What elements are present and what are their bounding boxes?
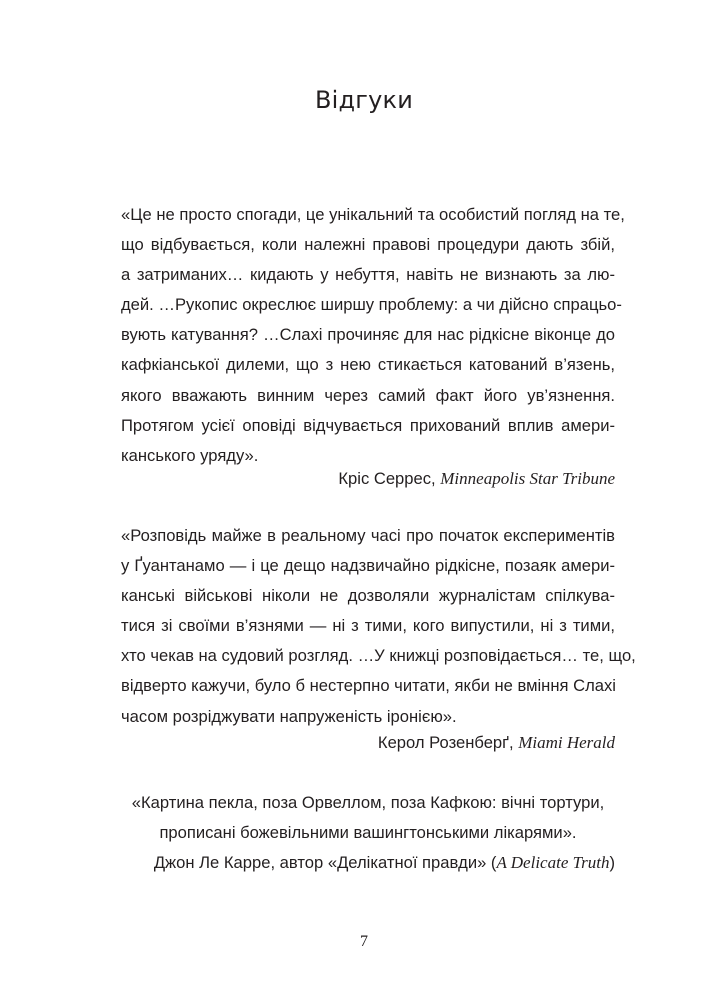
review-attribution-1 [121,467,615,491]
page-title: Відгуки [314,86,414,114]
quote-line: «Це не просто спогади, це унікальний та особистий погляд на те, [121,205,625,224]
review-author: Джон Ле Карре, автор «Делікатної правди» ( [153,853,497,872]
review-attribution-2 [121,731,615,755]
quote-line: відверто кажучи, було б нестерпно читати, якби не вміння Слахі [121,676,616,696]
quote-line: а затриманих… кидають у небуття, навіть не визнають за лю- [121,265,615,285]
review-publication: A Delicate Truth [496,853,610,872]
quote-line: вують катування? …Слахі прочиняє для нас рідкісне віконце до [121,325,615,345]
quote-line: що відбувається, коли належні правові процедури дають збій, [121,235,615,255]
review-publication: Minneapolis Star Tribune [440,469,615,488]
review-author: Керол Розенберґ, [377,733,519,752]
review-publication: Miami Herald [518,733,615,752]
review-attribution-3 [121,851,615,875]
quote-line: «Розповідь майже в реальному часі про початок експериментів [121,526,615,545]
quote-line: дей. …Рукопис окреслює ширшу проблему: а чи дійсно спрацьо- [121,295,622,315]
review-author-suffix: ) [609,853,615,872]
quote-line: «Картина пекла, поза Орвеллом, поза Кафкою: вічні тортури, [131,793,605,812]
quote-line: кафкіанської дилеми, що з нею стикається катований в’язень, [121,355,615,375]
page-number: 7 [360,933,368,950]
review-author: Кріс Серрес, [338,469,441,488]
quote-line: хто чекав на судовий розгляд. …У книжці розповідається… те, що, [121,646,636,666]
quote-line: канського уряду». [121,445,259,465]
quote-line: якого вважають винним через самий факт його ув’язнення. [121,385,615,405]
review-quote-3 [121,788,615,848]
quote-line: канські військові ніколи не дозволяли журналістам спілкува- [121,586,615,606]
quote-line: тися зі своїми в’язнями — ні з тими, кого випустили, ні з тими, [121,616,615,636]
quote-line: у Ґуантанамо — і це дещо надзвичайно рідкісне, позаяк амери- [121,556,615,576]
quote-line: часом розріджувати напруженість іронією». [121,706,457,726]
review-quote-1 [121,200,625,471]
quote-line: Протягом усієї оповіді відчувається прихований вплив амери- [121,415,615,435]
quote-line: прописані божевільними вашингтонськими лікарями». [159,823,577,843]
review-quote-2 [121,521,636,732]
